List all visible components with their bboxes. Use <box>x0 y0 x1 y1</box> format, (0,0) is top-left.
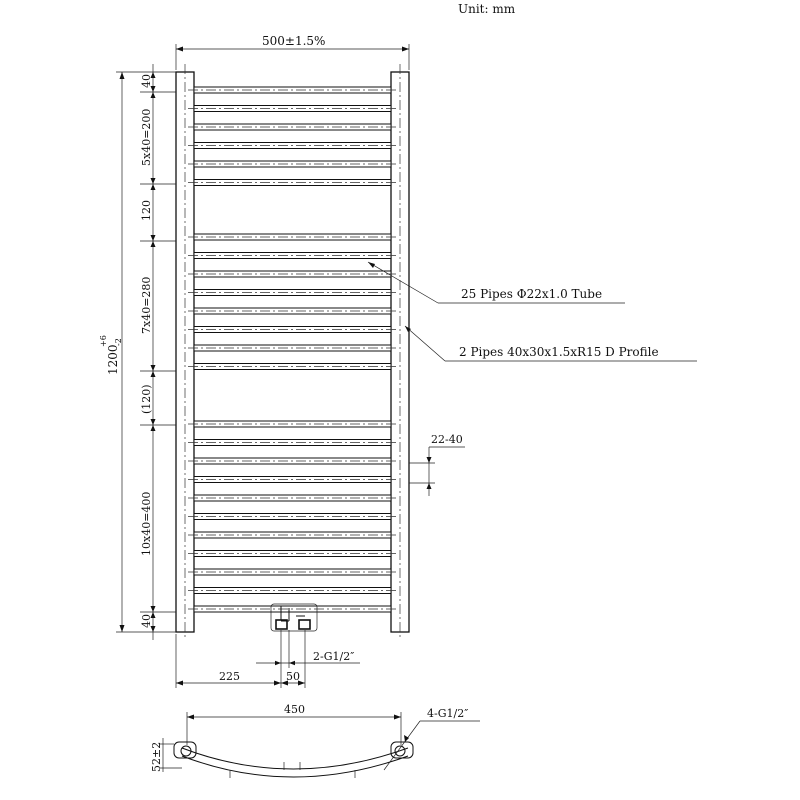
arc-width-label: 450 <box>284 703 305 716</box>
arc-outer <box>182 748 408 769</box>
height-label: 1200 <box>106 344 120 375</box>
group3-label: 10x40=400 <box>140 491 153 556</box>
width-dimension <box>176 34 409 70</box>
tube-callout: 25 Pipes Φ22x1.0 Tube <box>461 287 603 301</box>
ports-label: 4-G1/2″ <box>427 707 469 720</box>
unit-label: Unit: mm <box>458 2 516 16</box>
tube-group <box>188 87 397 612</box>
inlet-right-valve <box>299 620 310 629</box>
gap2-label: (120) <box>140 384 153 414</box>
bottom-dimensions <box>176 630 360 688</box>
group2-label: 7x40=280 <box>140 276 153 334</box>
segment-dimensions <box>140 64 176 640</box>
height-dimension <box>99 72 176 632</box>
top-gap-label: 40 <box>140 74 153 88</box>
inlet-thread-label: 2-G1/2″ <box>313 650 355 663</box>
callouts <box>368 262 697 496</box>
height-tolerance-upper: +6 <box>99 335 108 347</box>
offset-left-label: 225 <box>219 670 240 683</box>
wall-gap-label: 22-40 <box>431 433 463 446</box>
bottom-gap-label: 40 <box>140 614 153 628</box>
width-label: 500±1.5% <box>262 34 326 48</box>
gap1-label: 120 <box>140 200 153 221</box>
inlet-spacing-label: 50 <box>286 670 300 683</box>
height-tolerance-lower: -2 <box>114 338 123 346</box>
top-view <box>150 703 480 778</box>
depth-label: 52±2 <box>150 741 163 772</box>
profile-callout: 2 Pipes 40x30x1.5xR15 D Profile <box>459 345 659 359</box>
front-view <box>176 64 409 640</box>
group1-label: 5x40=200 <box>140 108 153 166</box>
